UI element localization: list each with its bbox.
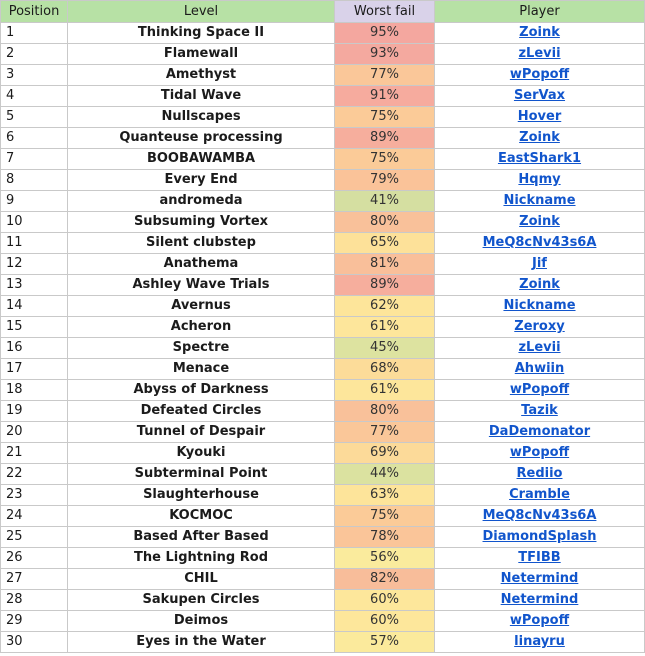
table-row xyxy=(1,317,645,338)
player-cell xyxy=(435,296,645,317)
player-link[interactable]: Netermind xyxy=(500,592,579,607)
player-cell xyxy=(435,65,645,86)
position-cell: 27 xyxy=(1,569,68,590)
position-cell: 26 xyxy=(1,548,68,569)
player-cell xyxy=(435,275,645,296)
table-row xyxy=(1,233,645,254)
position-cell: 25 xyxy=(1,527,68,548)
table-row xyxy=(1,590,645,611)
table-row xyxy=(1,464,645,485)
worst-fail-cell: 60% xyxy=(335,590,435,611)
level-cell: Every End xyxy=(68,170,335,191)
worst-fail-cell: 80% xyxy=(335,212,435,233)
position-cell: 10 xyxy=(1,212,68,233)
level-cell: Ashley Wave Trials xyxy=(68,275,335,296)
player-cell xyxy=(435,611,645,632)
table-row xyxy=(1,44,645,65)
player-cell xyxy=(435,464,645,485)
player-cell xyxy=(435,86,645,107)
worst-fail-cell: 44% xyxy=(335,464,435,485)
header-row xyxy=(1,1,645,23)
level-cell: Menace xyxy=(68,359,335,380)
player-link[interactable]: zLevii xyxy=(518,340,561,355)
level-cell: Anathema xyxy=(68,254,335,275)
player-cell xyxy=(435,506,645,527)
player-link[interactable]: Rediio xyxy=(516,466,563,481)
level-cell: BOOBAWAMBA xyxy=(68,149,335,170)
level-cell: Amethyst xyxy=(68,65,335,86)
player-link[interactable]: SerVax xyxy=(513,88,566,103)
table-row xyxy=(1,422,645,443)
table-row xyxy=(1,254,645,275)
header-player: Player xyxy=(435,1,645,23)
level-cell: Based After Based xyxy=(68,527,335,548)
position-cell: 29 xyxy=(1,611,68,632)
player-link[interactable]: Tazik xyxy=(521,403,558,418)
worst-fail-cell: 65% xyxy=(335,233,435,254)
table-row xyxy=(1,632,645,653)
table-row xyxy=(1,86,645,107)
worst-fail-cell: 77% xyxy=(335,65,435,86)
worst-fail-cell: 82% xyxy=(335,569,435,590)
player-cell xyxy=(435,44,645,65)
table-row xyxy=(1,65,645,86)
position-cell: 21 xyxy=(1,443,68,464)
worst-fail-cell: 61% xyxy=(335,380,435,401)
position-cell: 7 xyxy=(1,149,68,170)
position-cell: 15 xyxy=(1,317,68,338)
worst-fail-cell: 79% xyxy=(335,170,435,191)
player-cell xyxy=(435,107,645,128)
table-row xyxy=(1,296,645,317)
worst-fail-cell: 91% xyxy=(335,86,435,107)
player-link[interactable]: MeQ8cNv43s6A xyxy=(482,508,597,523)
player-link[interactable]: Ahwiin xyxy=(514,361,565,376)
level-cell: Quanteuse processing xyxy=(68,128,335,149)
position-cell: 14 xyxy=(1,296,68,317)
level-cell: Defeated Circles xyxy=(68,401,335,422)
level-cell: Deimos xyxy=(68,611,335,632)
player-cell xyxy=(435,338,645,359)
level-cell: Eyes in the Water xyxy=(68,632,335,653)
level-cell: Spectre xyxy=(68,338,335,359)
position-cell: 18 xyxy=(1,380,68,401)
level-cell: The Lightning Rod xyxy=(68,548,335,569)
table-row xyxy=(1,107,645,128)
level-cell: Flamewall xyxy=(68,44,335,65)
table-row xyxy=(1,485,645,506)
table-row xyxy=(1,527,645,548)
position-cell: 12 xyxy=(1,254,68,275)
position-cell: 19 xyxy=(1,401,68,422)
header-position: Position xyxy=(1,1,68,23)
table-row xyxy=(1,23,645,44)
player-cell xyxy=(435,170,645,191)
worst-fail-cell: 60% xyxy=(335,611,435,632)
header-level: Level xyxy=(68,1,335,23)
worst-fail-cell: 57% xyxy=(335,632,435,653)
table-row xyxy=(1,191,645,212)
position-cell: 8 xyxy=(1,170,68,191)
worst-fail-cell: 95% xyxy=(335,23,435,44)
player-link[interactable]: wPopoff xyxy=(509,382,570,397)
player-cell xyxy=(435,590,645,611)
table-row xyxy=(1,338,645,359)
position-cell: 23 xyxy=(1,485,68,506)
position-cell: 1 xyxy=(1,23,68,44)
player-cell xyxy=(435,422,645,443)
position-cell: 3 xyxy=(1,65,68,86)
position-cell: 17 xyxy=(1,359,68,380)
worst-fail-cell: 68% xyxy=(335,359,435,380)
player-cell xyxy=(435,485,645,506)
worst-fail-cell: 81% xyxy=(335,254,435,275)
player-link[interactable]: TFIBB xyxy=(518,550,561,565)
player-link[interactable]: wPopoff xyxy=(509,445,570,460)
table-row xyxy=(1,275,645,296)
player-cell xyxy=(435,548,645,569)
worst-fail-cell: 63% xyxy=(335,485,435,506)
level-cell: Nullscapes xyxy=(68,107,335,128)
player-cell xyxy=(435,632,645,653)
player-cell xyxy=(435,149,645,170)
worst-fail-cell: 89% xyxy=(335,275,435,296)
player-link[interactable]: DiamondSplash xyxy=(482,529,597,544)
level-cell: Tidal Wave xyxy=(68,86,335,107)
player-cell xyxy=(435,233,645,254)
player-cell xyxy=(435,380,645,401)
level-cell: Abyss of Darkness xyxy=(68,380,335,401)
level-cell: andromeda xyxy=(68,191,335,212)
player-cell xyxy=(435,254,645,275)
position-cell: 11 xyxy=(1,233,68,254)
player-cell xyxy=(435,212,645,233)
player-link[interactable]: linayru xyxy=(514,634,565,649)
position-cell: 2 xyxy=(1,44,68,65)
worst-fail-cell: 45% xyxy=(335,338,435,359)
worst-fail-cell: 89% xyxy=(335,128,435,149)
position-cell: 16 xyxy=(1,338,68,359)
player-link[interactable]: Zoink xyxy=(519,214,560,229)
position-cell: 4 xyxy=(1,86,68,107)
player-link[interactable]: Zoink xyxy=(519,277,560,292)
table-row xyxy=(1,548,645,569)
position-cell: 13 xyxy=(1,275,68,296)
player-link[interactable]: Zoink xyxy=(519,130,560,145)
position-cell: 9 xyxy=(1,191,68,212)
table-row xyxy=(1,170,645,191)
worst-fail-cell: 93% xyxy=(335,44,435,65)
player-link[interactable]: Hover xyxy=(517,109,562,124)
worst-fail-cell: 75% xyxy=(335,506,435,527)
player-link[interactable]: wPopoff xyxy=(509,613,570,628)
table-row xyxy=(1,443,645,464)
position-cell: 20 xyxy=(1,422,68,443)
worst-fail-cell: 41% xyxy=(335,191,435,212)
player-link[interactable]: Jif xyxy=(532,256,547,271)
player-cell xyxy=(435,401,645,422)
player-link[interactable]: wPopoff xyxy=(509,67,570,82)
table-row xyxy=(1,611,645,632)
worst-fail-cell: 78% xyxy=(335,527,435,548)
position-cell: 30 xyxy=(1,632,68,653)
player-cell xyxy=(435,359,645,380)
worst-fail-cell: 75% xyxy=(335,149,435,170)
player-cell xyxy=(435,191,645,212)
worst-fail-cell: 62% xyxy=(335,296,435,317)
level-cell: Avernus xyxy=(68,296,335,317)
level-cell: Thinking Space II xyxy=(68,23,335,44)
player-cell xyxy=(435,443,645,464)
table-row xyxy=(1,149,645,170)
player-link[interactable]: Nickname xyxy=(503,193,576,208)
player-cell xyxy=(435,527,645,548)
player-cell xyxy=(435,317,645,338)
level-cell: Subsuming Vortex xyxy=(68,212,335,233)
position-cell: 22 xyxy=(1,464,68,485)
position-cell: 28 xyxy=(1,590,68,611)
player-cell xyxy=(435,23,645,44)
table-row xyxy=(1,359,645,380)
player-link[interactable]: Nickname xyxy=(503,298,576,313)
player-link[interactable]: Cramble xyxy=(509,487,570,502)
level-cell: KOCMOC xyxy=(68,506,335,527)
player-cell xyxy=(435,569,645,590)
level-cell: Kyouki xyxy=(68,443,335,464)
table-row xyxy=(1,401,645,422)
table-row xyxy=(1,380,645,401)
player-link[interactable]: MeQ8cNv43s6A xyxy=(482,235,597,250)
level-cell: Slaughterhouse xyxy=(68,485,335,506)
worst-fail-cell: 77% xyxy=(335,422,435,443)
worst-fail-cell: 80% xyxy=(335,401,435,422)
position-cell: 5 xyxy=(1,107,68,128)
player-link[interactable]: Zoink xyxy=(519,25,560,40)
player-link[interactable]: Zeroxy xyxy=(514,319,565,334)
level-cell: Subterminal Point xyxy=(68,464,335,485)
level-cell: CHIL xyxy=(68,569,335,590)
player-link[interactable]: Netermind xyxy=(500,571,579,586)
player-link[interactable]: Hqmy xyxy=(518,172,561,187)
table-row xyxy=(1,212,645,233)
position-cell: 24 xyxy=(1,506,68,527)
table-row xyxy=(1,506,645,527)
worst-fail-cell: 75% xyxy=(335,107,435,128)
level-cell: Sakupen Circles xyxy=(68,590,335,611)
worst-fail-cell: 56% xyxy=(335,548,435,569)
worst-fail-cell: 61% xyxy=(335,317,435,338)
level-cell: Tunnel of Despair xyxy=(68,422,335,443)
table-row xyxy=(1,569,645,590)
player-link[interactable]: DaDemonator xyxy=(488,424,591,439)
player-cell xyxy=(435,128,645,149)
level-cell: Silent clubstep xyxy=(68,233,335,254)
level-cell: Acheron xyxy=(68,317,335,338)
worst-fail-cell: 69% xyxy=(335,443,435,464)
player-link[interactable]: zLevii xyxy=(518,46,561,61)
header-worst-fail: Worst fail xyxy=(335,1,435,23)
player-link[interactable]: EastShark1 xyxy=(497,151,582,166)
position-cell: 6 xyxy=(1,128,68,149)
table-row xyxy=(1,128,645,149)
